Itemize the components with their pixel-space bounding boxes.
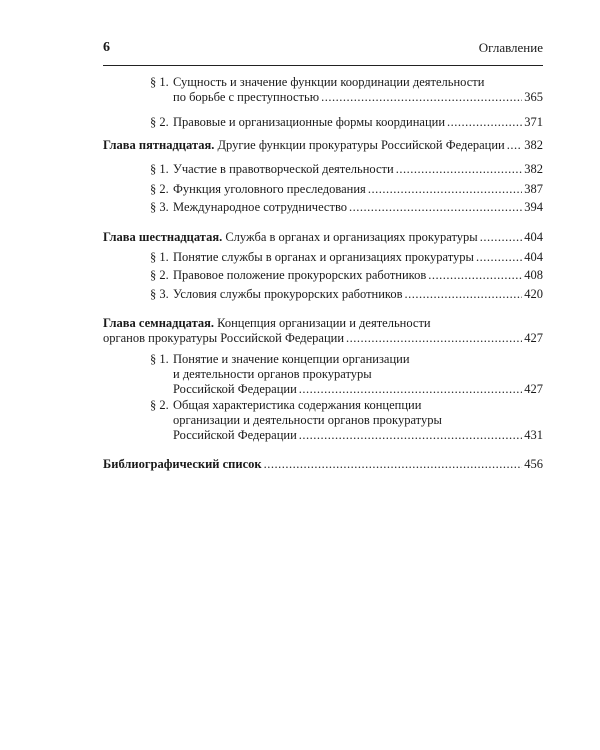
toc-chapter-entry[interactable] xyxy=(103,457,543,472)
entry-title-line: органов прокуратуры Российской Федерации xyxy=(103,331,345,345)
entry-title-line: Понятие службы в органах и организациях прокуратуры xyxy=(173,250,474,264)
entry-title-line: Функция уголовного преследования xyxy=(173,182,366,196)
page-ref: 404 xyxy=(524,230,543,244)
toc-section-entry[interactable] xyxy=(150,115,543,130)
entry-title-line: организации и деятельности органов прокуратуры xyxy=(173,413,442,427)
page-ref: 371 xyxy=(524,115,543,129)
dot-leader xyxy=(349,200,522,215)
entry-title-line: Служба в органах и организациях прокуратуры xyxy=(222,230,478,244)
page-ref: 382 xyxy=(524,138,543,152)
entry-title-line: Международное сотрудничество xyxy=(173,200,348,214)
toc-section-entry[interactable] xyxy=(150,250,543,265)
entry-title-line: Участие в правотворческой деятельности xyxy=(173,162,394,176)
entry-title-line: Российской Федерации xyxy=(173,382,297,396)
page-ref: 456 xyxy=(524,457,543,471)
chapter-label: Глава шестнадцатая. xyxy=(103,230,223,244)
dot-leader xyxy=(396,162,523,177)
toc-chapter-entry[interactable] xyxy=(103,138,543,153)
page-ref: 387 xyxy=(524,182,543,196)
entry-title-line: Общая характеристика содержания концепции xyxy=(173,398,422,412)
dot-leader xyxy=(480,230,523,245)
running-title: Оглавление xyxy=(478,40,543,55)
toc-section-entry[interactable] xyxy=(150,268,543,283)
toc-section-entry[interactable] xyxy=(150,200,543,215)
entry-title-line: Правовые и организационные формы координации xyxy=(173,115,446,129)
page-ref: 427 xyxy=(524,382,543,396)
section-number: § 2. xyxy=(150,398,169,412)
section-number: § 1. xyxy=(150,75,169,89)
entry-title-line: и деятельности органов прокуратуры xyxy=(173,367,372,381)
page-ref: 394 xyxy=(524,200,543,214)
entry-title-line: Понятие и значение концепции организации xyxy=(173,352,410,366)
toc-section-entry[interactable] xyxy=(150,162,543,177)
chapter-label: Библиографический список xyxy=(103,457,262,471)
entry-title-line: Условия службы прокурорских работников xyxy=(173,287,403,301)
toc-section-entry[interactable] xyxy=(150,182,543,197)
toc-section-entry[interactable] xyxy=(150,287,543,302)
chapter-label: Глава семнадцатая. xyxy=(103,316,215,330)
page-number: 6 xyxy=(103,40,110,55)
page-ref: 382 xyxy=(524,162,543,176)
header-rule xyxy=(103,65,543,66)
dot-leader xyxy=(299,428,522,443)
dot-leader xyxy=(507,138,523,153)
section-number: § 1. xyxy=(150,250,169,264)
section-number: § 1. xyxy=(150,352,169,366)
section-number: § 2. xyxy=(150,268,169,282)
entry-title-line: по борьбе с преступностью xyxy=(173,90,320,104)
dot-leader xyxy=(428,268,522,283)
entry-title-line: Другие функции прокуратуры Российской Федерации xyxy=(214,138,505,152)
entry-title-line: Сущность и значение функции координации деятельности xyxy=(173,75,485,89)
page-ref: 431 xyxy=(524,428,543,442)
page-ref: 365 xyxy=(524,90,543,104)
dot-leader xyxy=(405,287,523,302)
dot-leader xyxy=(368,182,522,197)
dot-leader xyxy=(346,331,522,346)
entry-title-line: Правовое положение прокурорских работников xyxy=(173,268,427,282)
page-ref: 420 xyxy=(524,287,543,301)
section-number: § 3. xyxy=(150,200,169,214)
entry-title-line: Российской Федерации xyxy=(173,428,297,442)
toc-section-entry[interactable] xyxy=(150,75,543,105)
page-ref: 404 xyxy=(524,250,543,264)
dot-leader xyxy=(447,115,522,130)
chapter-label: Глава пятнадцатая. xyxy=(103,138,215,152)
page-ref: 427 xyxy=(524,331,543,345)
dot-leader xyxy=(321,90,522,105)
page-header xyxy=(103,40,543,62)
section-number: § 2. xyxy=(150,115,169,129)
dot-leader xyxy=(476,250,522,265)
section-number: § 2. xyxy=(150,182,169,196)
page-ref: 408 xyxy=(524,268,543,282)
toc-chapter-entry[interactable] xyxy=(103,316,543,346)
toc-section-entry[interactable] xyxy=(150,352,543,397)
toc-section-entry[interactable] xyxy=(150,398,543,443)
dot-leader xyxy=(264,457,523,472)
dot-leader xyxy=(299,382,522,397)
entry-title-line: Концепция организации и деятельности xyxy=(214,316,431,330)
toc-chapter-entry[interactable] xyxy=(103,230,543,245)
section-number: § 3. xyxy=(150,287,169,301)
section-number: § 1. xyxy=(150,162,169,176)
